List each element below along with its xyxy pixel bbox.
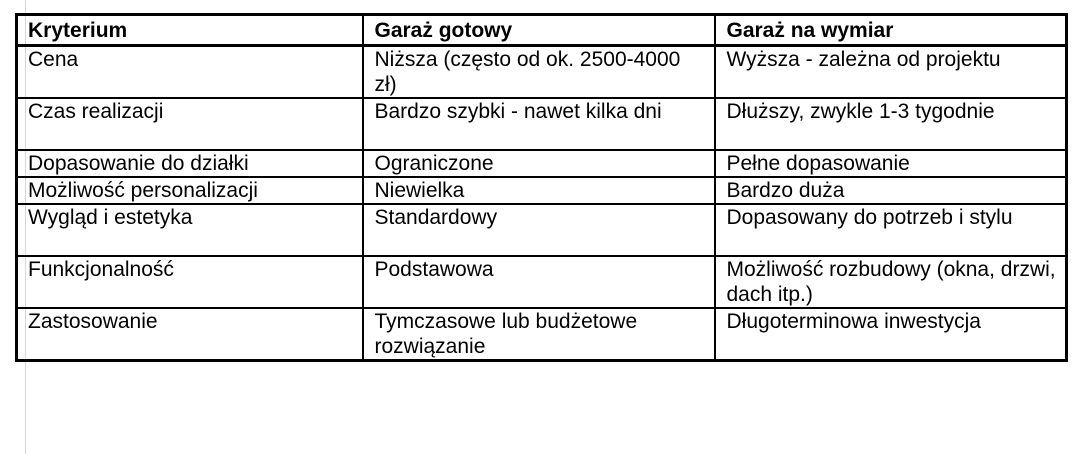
row-custom-garage-cell: Dopasowany do potrzeb i stylu [715,204,1067,256]
table-row [17,177,1067,204]
row-ready-garage-cell: Niższa (często od ok. 2500-4000 zł) [363,46,715,99]
table-row [17,204,1067,256]
row-criterion-cell: Wygląd i estetyka [17,204,363,256]
row-criterion-cell: Cena [17,46,363,99]
table-row [17,46,1067,99]
row-custom-garage-cell: Wyższa - zależna od projektu [715,46,1067,99]
row-custom-garage-cell: Możliwość rozbudowy (okna, drzwi, dach itp.) [715,256,1067,308]
comparison-table [15,13,1068,362]
table-header-row [17,15,1067,46]
header-custom-garage: Garaż na wymiar [715,15,1067,46]
row-custom-garage-cell: Dłuższy, zwykle 1-3 tygodnie [715,98,1067,150]
row-criterion-cell: Funkcjonalność [17,256,363,308]
table-row [17,150,1067,177]
comparison-table-container [15,13,1068,362]
header-criterion: Kryterium [17,15,363,46]
row-ready-garage-cell: Ograniczone [363,150,715,177]
row-criterion-cell: Możliwość personalizacji [17,177,363,204]
row-ready-garage-cell: Tymczasowe lub budżetowe rozwiązanie [363,308,715,361]
row-ready-garage-cell: Niewielka [363,177,715,204]
row-criterion-cell: Zastosowanie [17,308,363,361]
row-criterion-cell: Dopasowanie do działki [17,150,363,177]
row-ready-garage-cell: Podstawowa [363,256,715,308]
row-custom-garage-cell: Pełne dopasowanie [715,150,1067,177]
row-ready-garage-cell: Standardowy [363,204,715,256]
row-custom-garage-cell: Bardzo duża [715,177,1067,204]
table-row [17,256,1067,308]
row-custom-garage-cell: Długoterminowa inwestycja [715,308,1067,361]
table-row [17,98,1067,150]
row-ready-garage-cell: Bardzo szybki - nawet kilka dni [363,98,715,150]
row-criterion-cell: Czas realizacji [17,98,363,150]
table-row [17,308,1067,361]
header-ready-garage: Garaż gotowy [363,15,715,46]
